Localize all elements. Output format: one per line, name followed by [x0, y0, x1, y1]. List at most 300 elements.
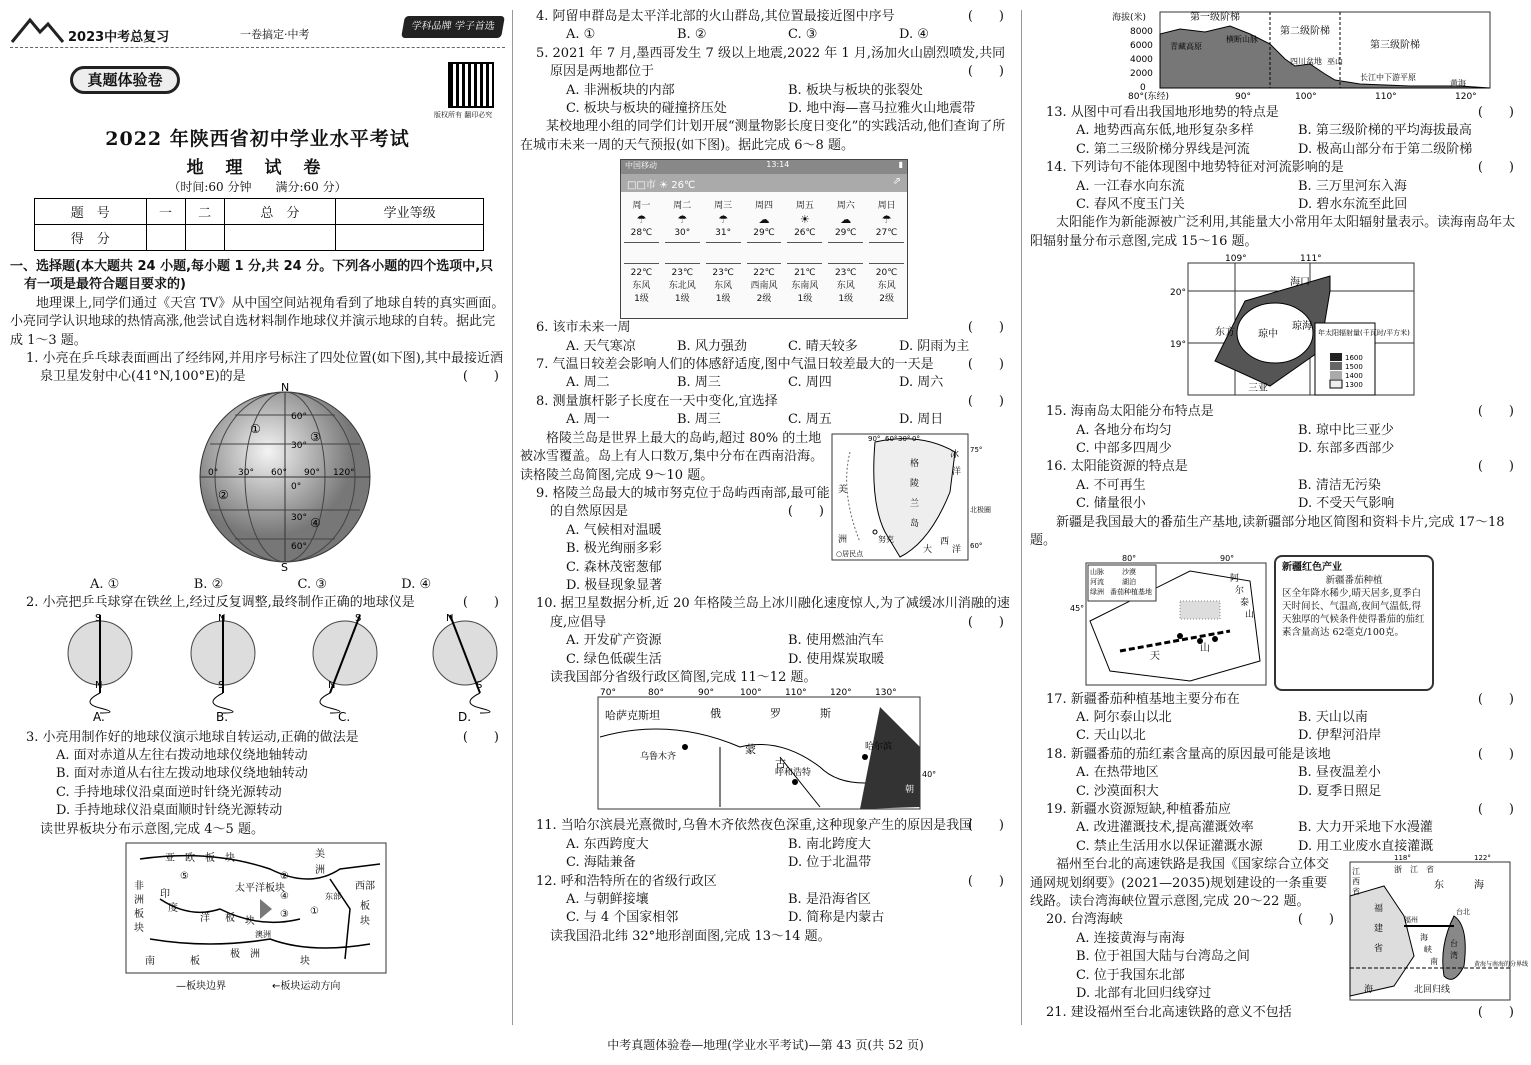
option[interactable]: A. 东西跨度大: [566, 836, 649, 852]
tick-label: 0: [1140, 83, 1146, 93]
answer-blank[interactable]: ( ): [787, 504, 824, 520]
column-divider: [1021, 10, 1022, 1025]
option[interactable]: C. 板块与板块的碰撞挤压处: [566, 101, 727, 117]
map-label: 福: [1374, 904, 1384, 915]
weather-icon: ☂: [636, 213, 647, 227]
map-label: 100°: [740, 688, 762, 699]
score-row-label: 得 分: [35, 225, 147, 251]
option[interactable]: A. 与朝鲜接壤: [566, 892, 649, 907]
answer-blank[interactable]: ( ): [462, 729, 499, 745]
map-label: 0°: [912, 434, 920, 443]
option[interactable]: B. 是沿海省区: [788, 892, 871, 907]
question-stem: 11. 当哈尔滨晨光熹微时,乌鲁木齐依然夜色深重,这种现象产生的原因是我国: [536, 818, 973, 834]
answer-blank[interactable]: ( ): [1477, 459, 1514, 475]
score-input-cell[interactable]: [336, 225, 484, 251]
reading-intro: 读世界板块分布示意图,完成 4～5 题。: [40, 821, 264, 837]
q10-options: [520, 651, 1010, 669]
info-card: [1274, 555, 1434, 691]
option[interactable]: C. 位于我国东北部: [1076, 967, 1185, 983]
option[interactable]: D. 周日: [899, 412, 944, 428]
score-header-cell: 题 号: [35, 199, 147, 225]
question-11: [520, 817, 1010, 835]
reading-intro: 地理课上,同学们通过《天宫 TV》从中国空间站视角看到了地球自转的真实画面。小亮同学认识地球的热情高涨,他尝试自选材料制作地球仪并演示地球的自转。据此完成 1～3 题。: [10, 295, 505, 348]
option[interactable]: B. 极光绚丽多彩: [566, 541, 662, 557]
option[interactable]: C. 周五: [788, 412, 832, 428]
map-label: 海: [1474, 880, 1484, 892]
high-temp: 30°: [674, 228, 691, 239]
map-label: 南: [145, 956, 155, 968]
option[interactable]: A. 阿尔泰山以北: [1076, 709, 1172, 725]
question-stem: 20. 台湾海峡: [1046, 912, 1123, 928]
option[interactable]: C. 周四: [788, 375, 832, 391]
map-label: 泰: [1240, 597, 1250, 608]
tick-label: 8000: [1130, 27, 1153, 37]
map-label: 40°: [922, 770, 937, 780]
map-label: 海口: [1290, 277, 1310, 289]
map-label: 斯: [820, 707, 831, 721]
question-stem: 8. 测量旗杆影子长度在一天中变化,宜选择: [536, 393, 778, 409]
globe-label: 30°: [238, 467, 254, 478]
brand-slogan: 学科品牌 学子首选: [401, 16, 505, 38]
option[interactable]: B. ②: [677, 27, 707, 43]
map-label: 朝: [905, 785, 915, 796]
question-stem: 13. 从图中可看出我国地形地势的特点是: [1046, 105, 1279, 120]
left-column: [10, 8, 505, 993]
question-19: [1030, 801, 1520, 819]
temp-curve: [747, 242, 782, 264]
temp-curve: [624, 242, 659, 264]
question-stem: 21. 建设福州至台北高速铁路的意义不包括: [1046, 1005, 1292, 1021]
globe-label: ③: [310, 429, 321, 444]
question-4: [520, 8, 1010, 26]
question-18: [1030, 746, 1520, 764]
option[interactable]: B.: [216, 709, 229, 724]
option[interactable]: B. 三万里河东入海: [1298, 178, 1407, 194]
question-stem: 14. 下列诗句不能体现图中地势特征对河流影响的是: [1046, 160, 1344, 176]
qr-caption: 版权所有 翻印必究: [434, 111, 493, 119]
map-label: 60°: [885, 434, 898, 443]
option[interactable]: D. 伊犁河沿岸: [1298, 728, 1382, 744]
battery-icon: ▮: [898, 160, 903, 170]
q18-options: [1030, 764, 1520, 782]
forecast-days: [621, 192, 907, 304]
q9-options: [520, 522, 830, 596]
map-label: 块: [245, 916, 255, 928]
score-input-cell[interactable]: [185, 225, 224, 251]
option[interactable]: D. 使用煤炭取暖: [788, 651, 885, 667]
wind-direction: 东南风: [791, 281, 819, 292]
map-label: 70°: [600, 688, 616, 699]
option[interactable]: B. 使用燃油汽车: [788, 633, 884, 649]
option[interactable]: D. 地中海—喜马拉雅火山地震带: [788, 101, 976, 117]
map-legend: 沙漠: [1122, 567, 1136, 576]
q16-options: [1030, 477, 1520, 495]
map-label: ⑤: [180, 871, 189, 883]
q17-options: [1030, 727, 1520, 745]
option[interactable]: A.: [93, 709, 105, 724]
answer-blank[interactable]: ( ): [462, 595, 499, 611]
map-label: 东: [1434, 880, 1444, 892]
option[interactable]: C. 天山以北: [1076, 728, 1146, 744]
option[interactable]: B. 周三: [677, 375, 721, 391]
map-label: 尔: [1235, 585, 1245, 596]
option[interactable]: C. 禁止生活用水以保证灌溉水源: [1076, 838, 1263, 854]
option[interactable]: A. 天气寒凉: [566, 338, 636, 354]
wind-direction: 东风: [714, 281, 733, 292]
hainan-map-figure: [1030, 251, 1520, 399]
exam-subject: 地 理 试 卷: [186, 158, 329, 178]
tick-label: 6000: [1130, 41, 1153, 51]
reading-intro: 读我国沿北纬 32°地形剖面图,完成 13～14 题。: [550, 928, 831, 944]
option[interactable]: B. 南北跨度大: [788, 836, 871, 852]
option[interactable]: B. 周三: [677, 412, 721, 428]
option[interactable]: A. 一江春水向东流: [1076, 178, 1185, 194]
option[interactable]: D. 手持地球仪沿桌面顺时针绕光源转动: [56, 803, 283, 819]
map-label: 东方: [1215, 327, 1235, 339]
option[interactable]: C. 晴天较多: [788, 338, 858, 354]
option[interactable]: C. 手持地球仪沿桌面逆时针绕光源转动: [56, 784, 282, 800]
pole-label: N: [218, 612, 226, 624]
map-label: 西: [1352, 877, 1360, 887]
map-label: 山: [1200, 642, 1210, 654]
pole-label: N: [95, 679, 103, 691]
answer-blank[interactable]: ( ): [462, 369, 499, 385]
question-stem: 15. 海南岛太阳能分布特点是: [1046, 404, 1214, 420]
current-temp: 26℃: [671, 180, 696, 192]
q20-options: [1030, 930, 1340, 1004]
map-label: 湾: [1450, 951, 1458, 961]
taiwan-map-figure: [1344, 854, 1529, 1004]
exam-title: 2022 年陕西省初中学业水平考试: [105, 128, 410, 150]
map-label: 板: [360, 901, 370, 913]
map-label: 南: [1430, 957, 1438, 967]
answer-blank[interactable]: ( ): [967, 614, 1004, 630]
temp-curve: [828, 242, 863, 264]
map-label: 90°: [868, 434, 881, 443]
map-label: 110°: [785, 688, 807, 699]
option[interactable]: C. 春风不度玉门关: [1076, 197, 1185, 213]
q15-options: [1030, 422, 1520, 440]
option[interactable]: B. 位于祖国大陆与台湾岛之间: [1076, 949, 1250, 965]
day-label: 周三: [714, 201, 733, 212]
map-label: 洲: [838, 534, 848, 545]
option[interactable]: C.: [338, 709, 351, 724]
map-label: 洋: [952, 544, 962, 555]
day-label: 周一: [632, 201, 651, 212]
map-label: 三亚: [1248, 383, 1268, 395]
map-label: 罗: [770, 707, 781, 721]
option[interactable]: A. 改进灌溉技术,提高灌溉效率: [1076, 820, 1254, 836]
legend-title: 年太阳辐射量(千瓦时/平方米): [1318, 329, 1410, 338]
option[interactable]: A. 周二: [566, 375, 610, 391]
score-header-cell: 学业等级: [336, 199, 484, 225]
weather-app-figure: [620, 159, 908, 319]
option[interactable]: A. 开发矿产资源: [566, 633, 662, 649]
option[interactable]: C. 海陆兼备: [566, 855, 636, 871]
forecast-day: [784, 198, 825, 304]
option[interactable]: C. ③: [788, 27, 818, 43]
globe-label: 60°: [271, 467, 287, 478]
answer-blank[interactable]: ( ): [967, 320, 1004, 336]
reading-intro: 某校地理小组的同学们计划开展“测量物影长度日变化”的实践活动,他们查询了所在城市未来一周的天气预报(如下图)。据此完成 6～8 题。: [520, 119, 1006, 153]
map-label: 西: [940, 536, 950, 547]
option[interactable]: D. ④: [899, 27, 929, 43]
option[interactable]: A. ①: [90, 576, 120, 592]
q19-options: [1030, 819, 1520, 837]
tick-label: 90°: [1235, 92, 1251, 102]
page-header: [10, 8, 505, 48]
option[interactable]: D. 位于北温带: [788, 855, 872, 871]
map-label: 海: [1364, 985, 1374, 996]
low-temp: 23℃: [712, 268, 734, 279]
option[interactable]: B. 大力开采地下水漫灌: [1298, 820, 1433, 836]
question-17: [1030, 691, 1520, 709]
option[interactable]: A. 非洲板块的内部: [566, 82, 675, 98]
card-subtitle: 新疆番茄种植: [1325, 574, 1383, 586]
map-label: 台北: [1456, 908, 1470, 917]
q10-options: [520, 632, 1010, 650]
map-label: 45°: [1070, 603, 1085, 613]
map-legend: 番茄种植基地: [1110, 587, 1152, 596]
globe-label: 30°: [291, 440, 307, 451]
option[interactable]: A. 连接黄海与南海: [1076, 930, 1185, 946]
map-label: 75°: [970, 445, 983, 454]
option[interactable]: D. 不受天气影响: [1298, 496, 1395, 512]
series-subtitle: 一卷搞定·中考: [240, 28, 310, 41]
xinjiang-block: [1030, 551, 1520, 691]
temp-curve: [787, 242, 822, 264]
carrier: 中国移动: [625, 161, 657, 171]
map-label: 海: [1420, 933, 1428, 943]
weather-icon: ☂: [881, 213, 892, 227]
map-label: 岛: [910, 518, 920, 529]
map-label: 天: [1150, 650, 1160, 662]
option[interactable]: C. 沙漠面积大: [1076, 783, 1159, 799]
answer-blank[interactable]: ( ): [1297, 912, 1334, 928]
greenland-text: [520, 430, 830, 596]
option[interactable]: D. 夏季日照足: [1298, 783, 1382, 799]
map-label: 台: [1450, 939, 1458, 949]
pole-label: N: [446, 612, 454, 624]
map-label: 陵: [910, 478, 920, 489]
answer-blank[interactable]: ( ): [1477, 160, 1514, 176]
map-label: 块: [360, 916, 370, 928]
map-label: 北极圈: [970, 505, 991, 514]
q4-options: [520, 26, 1010, 44]
option[interactable]: A. 在热带地区: [1076, 765, 1159, 781]
globe-label: S: [281, 560, 288, 574]
option[interactable]: A. 面对赤道从左往右拨动地球仪绕地轴转动: [56, 748, 308, 764]
question-1: [10, 350, 505, 387]
option[interactable]: C. 森林茂密葱郁: [566, 559, 662, 575]
score-input-cell[interactable]: [224, 225, 336, 251]
option[interactable]: C. 与 4 个国家相邻: [566, 910, 679, 926]
map-label: 19°: [1170, 340, 1186, 351]
plate-map-figure: [10, 839, 505, 994]
question-5: [520, 45, 1010, 82]
answer-blank[interactable]: ( ): [1477, 1005, 1514, 1021]
forecast-day: [825, 198, 866, 304]
day-label: 周六: [836, 201, 855, 212]
answer-blank[interactable]: ( ): [1477, 404, 1514, 420]
high-temp: 27℃: [875, 228, 898, 239]
map-label: 省: [1352, 887, 1360, 897]
option[interactable]: D. 东部多西部少: [1298, 441, 1395, 457]
map-label: 浙 江 省: [1394, 865, 1434, 875]
xinjiang-map-figure: [1030, 551, 1270, 691]
map-label: ①: [310, 906, 319, 918]
wind-level: 1级: [674, 294, 690, 305]
option[interactable]: B. 面对赤道从右往左拨动地球仪绕地轴转动: [56, 766, 308, 782]
taiwan-text: [1030, 856, 1340, 1004]
clock: 13:14: [766, 160, 790, 170]
answer-blank[interactable]: ( ): [1477, 746, 1514, 762]
question-stem: 16. 太阳能资源的特点是: [1046, 459, 1188, 475]
q12-options: [520, 891, 1010, 909]
question-2: [10, 594, 505, 612]
place-label: 横断山脉: [1226, 35, 1258, 44]
option[interactable]: A. 不可再生: [1076, 477, 1146, 493]
wind-level: 2级: [879, 294, 894, 305]
answer-blank[interactable]: ( ): [967, 64, 1004, 80]
weather-icon: ☂: [677, 213, 688, 227]
option[interactable]: D.: [458, 709, 472, 724]
sun-icon: ☀: [659, 180, 669, 192]
taiwan-block: [1030, 854, 1529, 1004]
option[interactable]: B. 板块与板块的张裂处: [788, 82, 923, 98]
temp-curve: [706, 242, 741, 264]
option[interactable]: D. 北部有北回归线穿过: [1076, 986, 1212, 1001]
question-21: [1030, 1004, 1520, 1022]
map-legend: ←板块运动方向: [272, 981, 341, 993]
map-label: 板: [134, 909, 144, 921]
option[interactable]: A. 各地分布均匀: [1076, 422, 1172, 438]
option[interactable]: D. 阴雨为主: [899, 338, 970, 354]
question-7: [520, 356, 1010, 374]
globe-label: 30°: [291, 512, 307, 523]
globe-label: 0°: [291, 481, 302, 492]
option[interactable]: C. 储量很小: [1076, 496, 1146, 512]
question-stem: 6. 该市未来一周: [536, 320, 631, 336]
option[interactable]: B. 风力强劲: [677, 338, 747, 354]
question-stem: 2. 小亮把乒乓球穿在铁丝上,经过反复调整,最终制作正确的地球仪是: [26, 595, 415, 611]
map-label: ④: [280, 891, 289, 903]
option[interactable]: C. 中部多四周少: [1076, 441, 1172, 457]
wind-direction: 东风: [877, 281, 896, 292]
question-3: [10, 729, 505, 747]
option[interactable]: B. 天山以南: [1298, 709, 1368, 725]
map-label: 太平洋板块: [235, 883, 285, 895]
option[interactable]: C. ③: [297, 576, 327, 592]
answer-blank[interactable]: ( ): [967, 393, 1004, 409]
option[interactable]: D. 极昼现象显著: [566, 577, 663, 593]
map-label: 板: [225, 913, 235, 925]
map-label: 90°: [698, 688, 714, 699]
map-label: 冰: [950, 449, 960, 460]
map-label: 美: [315, 849, 325, 861]
wind-level: 1级: [715, 294, 731, 305]
score-table: [34, 198, 484, 251]
series-title: 2023中考总复习: [68, 30, 170, 45]
map-label: 哈萨克斯坦: [605, 709, 660, 723]
score-input-cell[interactable]: [146, 225, 185, 251]
high-temp: 26℃: [794, 228, 816, 239]
map-label: ②: [280, 871, 289, 883]
step-label: 第一级阶梯: [1190, 12, 1240, 23]
map-label: 呼和浩特: [775, 768, 812, 779]
option[interactable]: D. 简称是内蒙古: [788, 910, 885, 926]
share-icon[interactable]: ⇗: [892, 176, 901, 188]
map-label: 洲: [315, 865, 325, 877]
map-label: 洲: [134, 895, 144, 907]
question-15: [1030, 403, 1520, 421]
map-label: 黄海与南海的分界线: [1474, 961, 1529, 969]
answer-blank[interactable]: ( ): [967, 357, 1004, 373]
forecast-day: [744, 198, 785, 304]
globe-label: ④: [310, 515, 321, 530]
option[interactable]: A. 气候相对温暖: [566, 522, 662, 538]
option[interactable]: B. ②: [193, 576, 224, 592]
q3-options: [10, 747, 505, 821]
option[interactable]: D. 极高山部分布于第二级阶梯: [1298, 141, 1473, 157]
map-label: 80°: [1122, 553, 1137, 563]
map-label: 洋: [952, 466, 962, 477]
option[interactable]: D. ④: [401, 576, 432, 592]
option[interactable]: A. ①: [566, 27, 596, 43]
option[interactable]: D. 碧水东流至此回: [1298, 197, 1408, 213]
question-13: [1030, 104, 1520, 122]
option[interactable]: D. 用工业废水直接灌溉: [1298, 838, 1434, 854]
map-label: 阿: [1230, 573, 1240, 584]
option[interactable]: C. 绿色低碳生活: [566, 651, 662, 667]
q14-options: [1030, 196, 1520, 214]
question-9: [520, 485, 830, 522]
option[interactable]: B. 第三级阶梯的平均海拔最高: [1298, 123, 1472, 139]
answer-blank[interactable]: ( ): [1477, 691, 1514, 707]
high-temp: 29℃: [753, 228, 775, 239]
low-temp: 23℃: [834, 268, 857, 279]
phone-status-bar: [621, 160, 907, 174]
map-label: 20°: [1170, 288, 1186, 299]
option[interactable]: A. 地势西高东低,地形复杂多样: [1076, 123, 1254, 139]
option[interactable]: D. 周六: [899, 375, 944, 391]
map-legend: —板块边界: [176, 981, 226, 993]
card-body: 区全年降水稀少,晴天居多,夏季白天时间长、气温高,夜间气温低,得天独厚的气候条件使得番茄的茄红素含量高达 62毫克/100克。: [1282, 587, 1425, 638]
wind-level: 1级: [797, 294, 813, 305]
answer-blank[interactable]: ( ): [967, 9, 1004, 24]
place-label: 青藏高原: [1170, 42, 1202, 51]
weather-icon: ☁: [840, 213, 852, 227]
high-temp: 28℃: [630, 228, 653, 239]
answer-blank[interactable]: ( ): [1477, 105, 1514, 120]
map-label: 美: [838, 484, 848, 495]
low-temp: 22℃: [753, 268, 775, 279]
answer-blank[interactable]: ( ): [967, 818, 1004, 834]
option[interactable]: A. 周一: [566, 412, 610, 428]
question-stem: 12. 呼和浩特所在的省级行政区: [536, 873, 717, 889]
option[interactable]: B. 琼中比三亚少: [1298, 422, 1394, 438]
option[interactable]: C. 第二三级阶梯分界线是河流: [1076, 141, 1250, 157]
tick-label: 110°: [1375, 92, 1397, 102]
q7-options: [520, 374, 1010, 392]
tick-label: 80°(东经): [1128, 92, 1169, 102]
option[interactable]: B. 昼夜温差小: [1298, 765, 1381, 781]
option[interactable]: B. 清洁无污染: [1298, 477, 1381, 493]
map-label: 120°: [830, 688, 852, 699]
answer-blank[interactable]: ( ): [967, 873, 1004, 889]
answer-blank[interactable]: ( ): [1477, 801, 1514, 817]
map-label: 格: [910, 458, 920, 469]
